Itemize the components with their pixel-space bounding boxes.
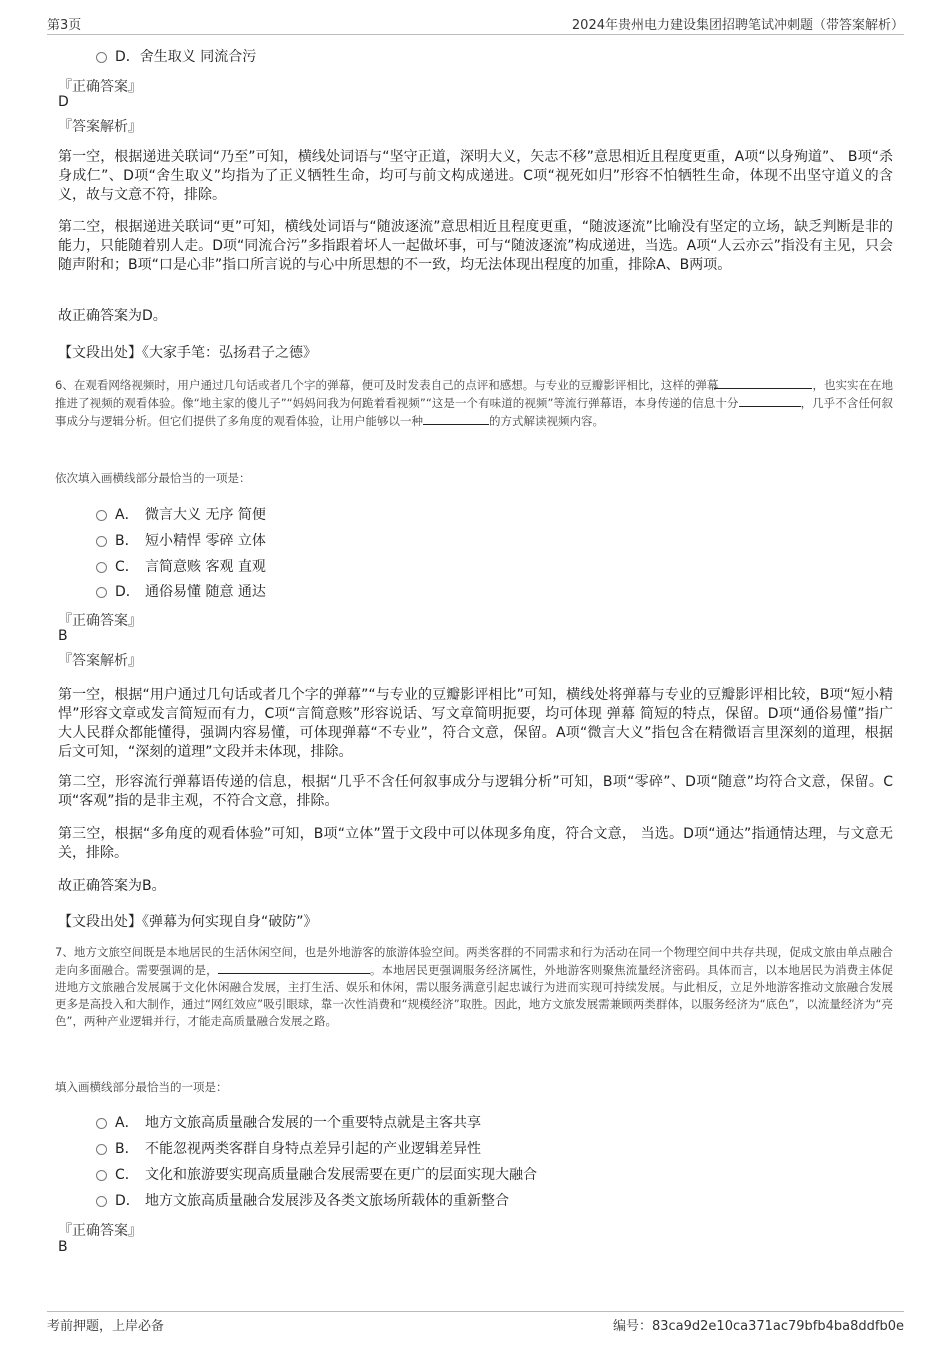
q7-option-d[interactable] (96, 1191, 509, 1211)
q5-answer: D (58, 94, 69, 110)
q6-option-b[interactable] (96, 531, 266, 551)
document-title: 2024年贵州电力建设集团招聘笔试冲刺题（带答案解析） (571, 18, 904, 33)
radio-icon[interactable] (96, 1196, 107, 1207)
q5-source: 【文段出处】《大家手笔：弘扬君子之德》 (58, 345, 317, 361)
option-text: 不能忽视两类客群自身特点差异引起的产业逻辑差异性 (145, 1141, 481, 1157)
q5-answer-label: 『正确答案』 (58, 79, 142, 95)
q5-option-d[interactable] (96, 47, 256, 67)
q6-option-c[interactable] (96, 557, 266, 577)
q7-text-b: 。本地居民更强调服务经济属性，外地游客则聚焦流量经济密码。具体而言，以本地居民为消费主体促进地方文旅融合发展属于文化休闲融合发展，主打生活、娱乐和休闲，需以服务满意引起忠诚行为进而实现可持续发展。与此相反，立足外地游客推动文旅融合发展更多是高投入和大制作，通过“网红效应”吸引眼球，靠一次性消费和“规模经济”取胜。因此，地方文旅发展需兼顾两类群体，以服务经济为“底色”，以流量经济为“亮色”，两种产业逻辑并行，才能走高质量融合发展之路。 (55, 963, 893, 1028)
option-text: 微言大义 无序 简便 (145, 507, 266, 523)
q6-conclusion: 故正确答案为B。 (58, 878, 166, 894)
option-key: A． (115, 507, 139, 523)
option-key: C． (115, 559, 139, 575)
q6-answer-label: 『正确答案』 (58, 613, 142, 629)
blank-1 (714, 376, 812, 389)
option-key: D． (115, 1193, 140, 1209)
q6-prompt: 依次填入画横线部分最恰当的一项是： (55, 471, 251, 485)
q6-analysis-label: 『答案解析』 (58, 653, 142, 669)
q5-analysis-para-1: 第一空，根据递进关联词“乃至”可知，横线处词语与“坚守正道，深明大义，矢志不移”意思相近且程度更重，A项“以身殉道”、 B项“杀身成仁”、D项“舍生取义”均指为了正义牺牲生命，均可与前文构成递进。C项“视死如归”形容不怕牺牲生命，体现不出坚守道义的含义，故与文意不符，排除。 (58, 149, 893, 203)
q6-text-c: ，几乎不含任何叙事成分与逻辑分析。但它们提供了多角度的观看体验，让用户能够以一种 (55, 396, 893, 428)
q6-analysis-para-1: 第一空，根据“用户通过几句话或者几个字的弹幕”“与专业的豆瓣影评相比”可知，横线处将弹幕与专业的豆瓣影评相比较，B项“短小精悍”形容文章或发言简短而有力，C项“言简意赅”形容说话、写文章简明扼要，均可体现 弹幕 简短的特点，保留。D项“通俗易懂”指广大人民群众都能懂得，强调内容易懂，可体现弹幕“不专业”，符合文意，保留。A项“微言大义”指包含在精微语言里深刻的道理，根据后文可知，“深刻的道理”文段并未体现，排除。 (58, 687, 893, 760)
blank-1 (218, 961, 370, 974)
q6-analysis-para-2: 第二空，形容流行弹幕语传递的信息，根据“几乎不含任何叙事成分与逻辑分析”可知，B项“零碎”、D项“随意”均符合文意，保留。C项“客观”指的是非主观，不符合文意，排除。 (58, 774, 893, 809)
option-key: B． (115, 1141, 139, 1157)
q6-text-d: 的方式解读视频内容。 (489, 414, 604, 428)
q5-analysis-label: 『答案解析』 (58, 119, 142, 135)
option-text: 通俗易懂 随意 通达 (145, 584, 266, 600)
option-key: A． (115, 1115, 139, 1131)
q7-option-a[interactable] (96, 1113, 481, 1133)
q7-text-a: 7、地方文旅空间既是本地居民的生活休闲空间，也是外地游客的旅游体验空间。两类客群的不同需求和行为活动在同一个物理空间中共存共现，促成文旅由单点融合走向多面融合。需要强调的是， (55, 945, 893, 977)
document-id: 编号：83ca9d2e10ca371ac79bfb4ba8ddfb0e (612, 1319, 904, 1334)
q6-text-a: 6、在观看网络视频时，用户通过几句话或者几个字的弹幕，便可及时发表自己的点评和感想。与专业的豆瓣影评相比，这样的弹幕 (55, 378, 719, 392)
q6-source: 【文段出处】《弹幕为何实现自身“破防”》 (58, 914, 318, 930)
page-header (47, 12, 904, 35)
q7-answer: B (58, 1239, 68, 1255)
option-key: D． (115, 584, 140, 600)
q7-option-c[interactable] (96, 1165, 537, 1185)
footer-slogan: 考前押题，上岸必备 (47, 1319, 165, 1334)
option-text: 地方文旅高质量融合发展涉及各类文旅场所载体的重新整合 (145, 1193, 509, 1209)
q6-analysis-para-3: 第三空，根据“多角度的观看体验”可知，B项“立体”置于文段中可以体现多角度，符合文意， 当选。D项“通达”指通情达理，与文意无关，排除。 (58, 826, 893, 861)
option-text: 文化和旅游要实现高质量融合发展需要在更广的层面实现大融合 (145, 1167, 537, 1183)
blank-2 (739, 394, 801, 407)
option-key: C． (115, 1167, 139, 1183)
q6-answer: B (58, 628, 68, 644)
option-text: 地方文旅高质量融合发展的一个重要特点就是主客共享 (145, 1115, 481, 1131)
radio-icon[interactable] (96, 52, 107, 63)
q6-option-d[interactable] (96, 582, 266, 602)
page-footer (47, 1311, 904, 1334)
q6-question-text (55, 376, 893, 430)
q6-text-b: ，也实实在在地推进了视频的观看体验。像“地主家的傻儿子”“妈妈问我为何跪着看视频”“这是一个有味道的视频”等流行弹幕语，本身传递的信息十分 (55, 378, 894, 410)
q7-option-b[interactable] (96, 1139, 481, 1159)
option-text: 言简意赅 客观 直观 (145, 559, 266, 575)
radio-icon[interactable] (96, 1144, 107, 1155)
q7-question-text (55, 944, 893, 1030)
radio-icon[interactable] (96, 536, 107, 547)
radio-icon[interactable] (96, 587, 107, 598)
radio-icon[interactable] (96, 562, 107, 573)
q7-answer-label: 『正确答案』 (58, 1223, 142, 1239)
q6-option-a[interactable] (96, 505, 266, 525)
radio-icon[interactable] (96, 1170, 107, 1181)
page-number: 第3页 (47, 18, 82, 33)
q5-conclusion: 故正确答案为D。 (58, 308, 167, 324)
radio-icon[interactable] (96, 510, 107, 521)
blank-3 (423, 412, 489, 425)
q5-analysis-para-2: 第二空，根据递进关联词“更”可知，横线处词语与“随波逐流”意思相近且程度更重，“随波逐流”比喻没有坚定的立场，缺乏判断是非的能力，只能随着别人走。D项“同流合污”多指跟着坏人一起做坏事，可与“随波逐流”构成递进，当选。A项“人云亦云”指没有主见，只会随声附和；B项“口是心非”指口所言说的与心中所思想的不一致，均无法体现出程度的加重，排除A、B两项。 (58, 219, 893, 273)
option-key: B． (115, 533, 139, 549)
option-key: D． (115, 49, 140, 65)
option-text: 短小精悍 零碎 立体 (145, 533, 266, 549)
radio-icon[interactable] (96, 1118, 107, 1129)
option-text: 舍生取义 同流合污 (139, 49, 257, 65)
q7-prompt: 填入画横线部分最恰当的一项是： (55, 1080, 228, 1094)
